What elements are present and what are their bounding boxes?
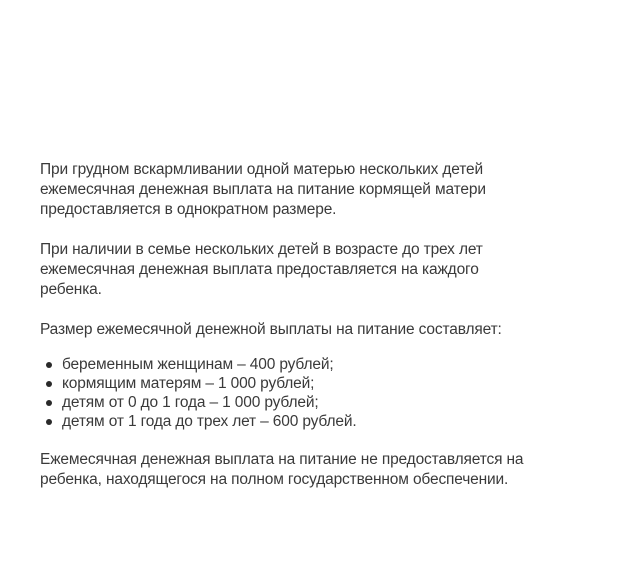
bullet-icon	[46, 400, 52, 406]
bullet-icon	[46, 419, 52, 425]
paragraph-breastfeeding: При грудном вскармливании одной матерью нескольких детей ежемесячная денежная выплата на питание кормящей матери предоставляется в однократном размере.	[40, 161, 486, 218]
list-item-text: кормящим матерям – 1 000 рублей;	[62, 375, 315, 392]
paragraph-several-children: При наличии в семье нескольких детей в возрасте до трех лет ежемесячная денежная выплата предоставляется на каждого ребенка.	[40, 241, 483, 298]
list-item	[62, 393, 620, 412]
bullet-icon	[46, 381, 52, 387]
list-item	[62, 412, 620, 431]
list-item	[62, 374, 620, 393]
list-item-text: детям от 0 до 1 года – 1 000 рублей;	[62, 394, 319, 411]
payment-list	[40, 355, 620, 431]
paragraph-closing: Ежемесячная денежная выплата на питание не предоставляется на ребенка, находящегося на полном государственном обеспечении.	[40, 451, 524, 488]
document-body	[40, 160, 620, 510]
list-item	[62, 355, 620, 374]
list-item-text: беременным женщинам – 400 рублей;	[62, 356, 334, 373]
paragraph-payment-amount: Размер ежемесячной денежной выплаты на питание составляет:	[40, 321, 502, 338]
list-item-text: детям от 1 года до трех лет – 600 рублей.	[62, 413, 357, 430]
bullet-icon	[46, 362, 52, 368]
